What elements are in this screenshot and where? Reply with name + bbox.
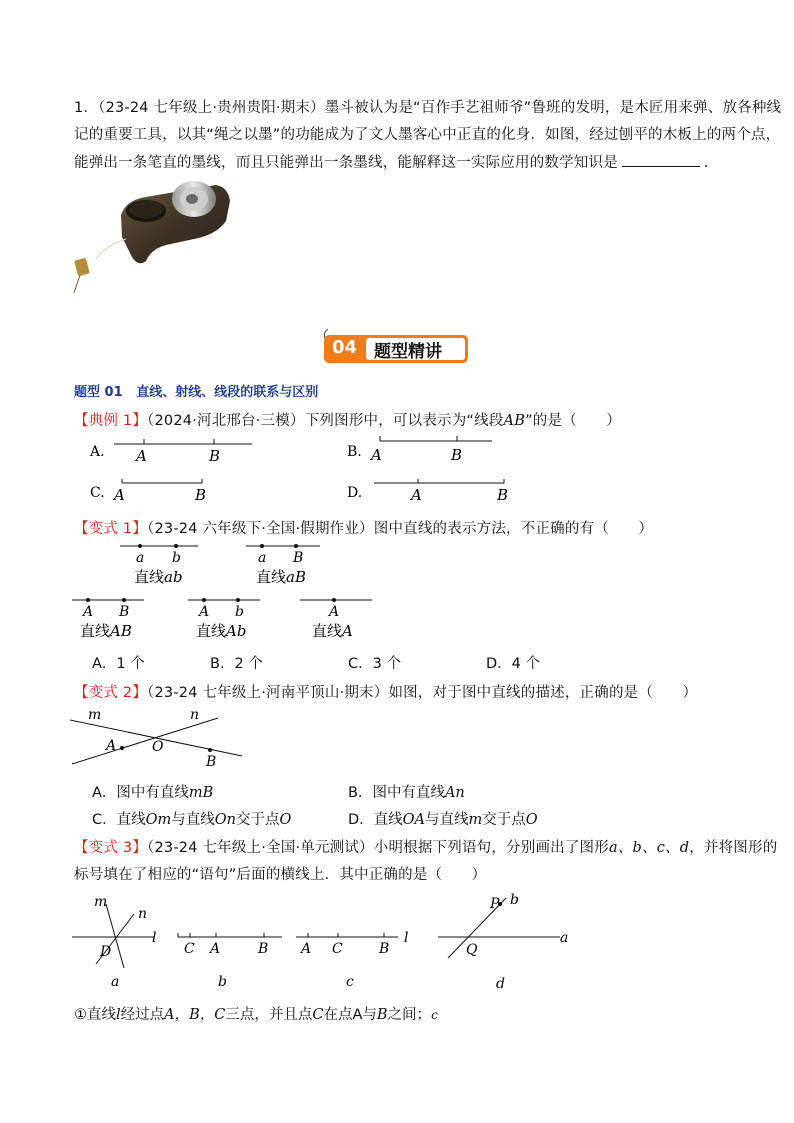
ex1-opt-b-pt-b: B [451, 446, 463, 464]
ex1-opt-c-label: C. [90, 485, 105, 501]
v3-c-a: A [301, 941, 312, 957]
v3-stem1-vars: a、b、c、d [608, 840, 690, 856]
ex1-opt-d-pt-b: B [497, 486, 509, 504]
v3-b-c: C [184, 941, 195, 957]
ex1-opt-a-label: A. [90, 444, 105, 460]
v1-f1-p2: b [172, 550, 181, 566]
v3-c-l: l [404, 930, 409, 946]
v3-b-a: A [210, 941, 221, 957]
v1-f5-p1: A [329, 604, 340, 620]
v1-f1-p1: a [136, 550, 145, 566]
v3-c-c: C [332, 941, 343, 957]
v1-figures-b [186, 540, 386, 642]
ex1-stem-ab: AB [503, 413, 526, 429]
v3-b-b: B [258, 941, 269, 957]
v2-label-m: m [88, 707, 102, 723]
v3-stem1-text: （23-24 七年级上·全国·单元测试）小明根据下列语句，分别画出了图形 [147, 840, 609, 856]
ink-marker-image [66, 175, 236, 299]
v2-tag: 【变式 2】 [74, 685, 148, 701]
v1-f4-p1: A [199, 604, 210, 620]
type01-title: 直线、射线、线段的联系与区别 [136, 385, 319, 400]
v1-f5-name: 直线A [312, 622, 353, 640]
ex1-opt-c-pt-b: B [195, 486, 207, 504]
v1-f1-name: 直线ab [134, 568, 183, 586]
v3-a-n: n [138, 906, 148, 922]
v1-stem-text: （23-24 六年级下·全国·假期作业）图中直线的表示方法，不正确的有（ ） [147, 521, 654, 537]
v2-label-n: n [190, 707, 200, 723]
v3-c-cap: c [346, 974, 354, 990]
v3-d-a: a [560, 930, 569, 946]
v1-choice-b[interactable]: B．2 个 [210, 656, 263, 672]
v1-choice-a[interactable]: A．1 个 [92, 656, 145, 672]
type01-label: 题型 01 [74, 385, 123, 400]
ex1-opt-c-pt-a: A [114, 486, 125, 504]
q1-line3 [74, 151, 719, 172]
v3-a-l: l [152, 930, 157, 946]
badge-number: 04 [332, 337, 358, 358]
v1-f4-name: 直线Ab [196, 622, 247, 640]
v2-label-o: O [152, 739, 164, 755]
v3-d-cap: d [496, 976, 505, 992]
v2-label-b: B [206, 754, 217, 770]
v3-statement-1: ①直线l经过点A，B，C三点，并且点C在点A与B之间；c [74, 1007, 438, 1023]
ex1-stem-end: ”的是（ ） [525, 413, 621, 429]
v3-stem-line1 [74, 836, 777, 857]
v1-f3-name: 直线AB [80, 622, 132, 640]
ex1-stem [74, 409, 621, 430]
v3-tag: 【变式 3】 [74, 840, 148, 856]
q1-answer-blank[interactable] [622, 154, 700, 167]
v3-d-p: P [490, 896, 500, 912]
ex1-opt-d-label: D. [347, 485, 363, 501]
v1-f2-p2: B [293, 550, 304, 566]
v2-choice-a[interactable]: A．图中有直线mB [92, 785, 214, 801]
v1-choice-c[interactable]: C．3 个 [348, 656, 401, 672]
v1-f2-p1: a [258, 550, 267, 566]
ex1-opt-a-pt-b: B [209, 447, 221, 465]
q1-line3-end: ． [703, 155, 719, 171]
ex1-opt-d-pt-a: A [411, 486, 422, 504]
v3-b-cap: b [218, 974, 227, 990]
ex1-opt-a-pt-a: A [136, 447, 147, 465]
v2-choice-c[interactable]: C．直线Om与直线On交于点O [92, 812, 292, 828]
v1-choice-d[interactable]: D．4 个 [486, 656, 540, 672]
section-badge [322, 327, 472, 363]
v1-stem [74, 517, 653, 538]
ex1-tag: 【典例 1】 [74, 413, 148, 429]
v1-tag: 【变式 1】 [74, 521, 148, 537]
ex1-stem-text: （2024·河北邢台·三模）下列图形中，可以表示为“线段 [147, 413, 504, 429]
q1-line1: 1．（23-24 七年级上·贵州贵阳·期末）墨斗被认为是“百作手艺祖师爷”鲁班的发明，是木匠用来弹、放各种线 [74, 100, 782, 116]
v2-stem-text: （23-24 七年级上·河南平顶山·期末）如图，对于图中直线的描述，正确的是（ ） [147, 685, 698, 701]
v3-statement-1-answer[interactable]: c [431, 1008, 438, 1022]
q1-line3-text: 能弹出一条笔直的墨线，而且只能弹出一条墨线，能解释这一实际应用的数学知识是 [74, 155, 618, 171]
v2-figure [70, 706, 260, 772]
v1-f3-p2: B [119, 604, 130, 620]
q1-line2: 记的重要工具，以其“绳之以墨”的功能成为了文人墨客心中正直的化身．如图，经过刨平的木板上的两个点， [74, 127, 781, 143]
ex1-figures [88, 436, 528, 508]
ex1-opt-b-label: B. [347, 444, 362, 460]
v1-f4-p2: b [235, 604, 244, 620]
v2-choice-b[interactable]: B．图中有直线An [348, 785, 465, 801]
v3-figures [66, 890, 576, 996]
v2-label-a: A [106, 738, 117, 754]
v1-f3-p1: A [83, 604, 94, 620]
v3-d-b: b [510, 892, 519, 908]
v3-a-m: m [94, 894, 108, 910]
badge-title: 题型精讲 [374, 342, 442, 362]
v2-stem [74, 681, 697, 702]
v1-f2-name: 直线aB [256, 568, 306, 586]
v2-choice-d[interactable]: D．直线OA与直线m交于点O [348, 812, 538, 828]
ex1-opt-b-pt-a: A [371, 446, 382, 464]
v3-stem-line2: 标号填在了相应的“语句”后面的横线上．其中正确的是（ ） [74, 867, 487, 883]
v3-a-d: D [100, 944, 112, 960]
v3-stem1-end: ，并将图形的 [689, 840, 778, 856]
v3-d-q: Q [466, 942, 478, 958]
type01-heading [74, 381, 318, 400]
v3-c-b: B [379, 941, 390, 957]
v3-a-cap: a [111, 974, 120, 990]
